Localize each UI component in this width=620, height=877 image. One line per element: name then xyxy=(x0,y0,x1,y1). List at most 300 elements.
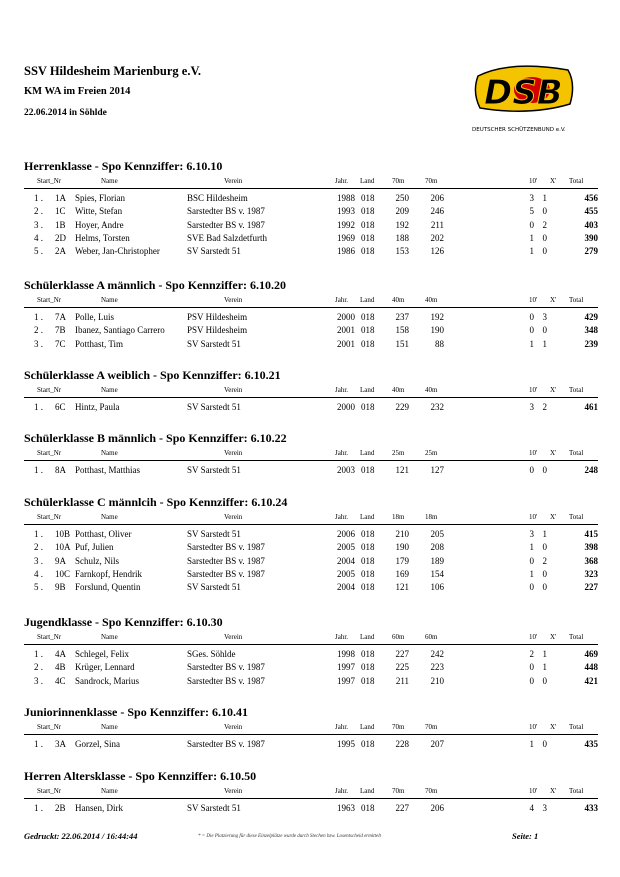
column-header-verein: Verein xyxy=(224,386,243,394)
column-header-d1: 70m xyxy=(392,787,405,795)
cell-land: 018 xyxy=(361,219,375,230)
cell-start: 10C xyxy=(55,568,71,579)
column-header-d1: 18m xyxy=(392,513,405,521)
cell-land: 018 xyxy=(361,555,375,566)
cell-d2: 206 xyxy=(430,193,444,203)
cell-tens: 0 xyxy=(529,325,534,336)
cell-land: 018 xyxy=(361,246,375,257)
cell-start: 1C xyxy=(55,206,66,217)
cell-place: 4 . xyxy=(34,568,43,579)
column-header-d2: 60m xyxy=(425,633,438,641)
cell-tens: 0 xyxy=(529,555,534,566)
section-title: Schülerklasse A männlich - Spo Kennziffer: 6.10.20 xyxy=(24,278,287,292)
column-header-verein: Verein xyxy=(224,296,243,304)
cell-jahr: 1997 xyxy=(337,662,355,673)
cell-start: 4B xyxy=(55,662,66,673)
column-header-land: Land xyxy=(360,633,375,641)
cell-place: 2 . xyxy=(34,542,43,553)
cell-jahr: 1998 xyxy=(337,649,355,659)
results-rows xyxy=(24,802,598,815)
column-header-verein: Verein xyxy=(224,723,243,731)
column-header-row xyxy=(24,385,598,398)
column-header-verein: Verein xyxy=(224,787,243,795)
cell-name: Gorzel, Sina xyxy=(75,739,120,749)
cell-d1: 225 xyxy=(395,662,409,673)
cell-jahr: 1988 xyxy=(337,193,355,203)
column-header-jahr: Jahr. xyxy=(335,787,349,795)
cell-d2: 127 xyxy=(430,465,444,475)
dsb-logo xyxy=(470,62,580,134)
column-header-land: Land xyxy=(360,177,375,185)
column-header-x: X' xyxy=(550,513,557,521)
table-row xyxy=(24,219,598,232)
cell-d1: 250 xyxy=(395,193,409,203)
column-header-start: Start_Nr xyxy=(37,513,62,521)
column-header-d2: 25m xyxy=(425,449,438,457)
column-header-d2: 70m xyxy=(425,723,438,731)
column-header-tens: 10' xyxy=(529,723,538,731)
cell-d2: 246 xyxy=(430,206,444,217)
cell-land: 018 xyxy=(361,465,375,475)
cell-x: 0 xyxy=(542,582,547,593)
cell-d2: 126 xyxy=(430,246,444,257)
cell-start: 1A xyxy=(55,193,66,203)
cell-x: 0 xyxy=(542,232,547,243)
cell-x: 2 xyxy=(542,219,547,230)
cell-x: 1 xyxy=(542,649,547,659)
column-header-verein: Verein xyxy=(224,449,243,457)
cell-total: 415 xyxy=(584,529,598,539)
cell-jahr: 1993 xyxy=(337,206,355,217)
section-title: Schülerklasse A weiblich - Spo Kennziffer: 6.10.21 xyxy=(24,368,281,382)
column-header-x: X' xyxy=(550,787,557,795)
table-row xyxy=(24,541,598,554)
column-header-d2: 70m xyxy=(425,787,438,795)
table-row xyxy=(24,324,598,337)
cell-start: 10B xyxy=(55,529,71,539)
column-header-start: Start_Nr xyxy=(37,296,62,304)
cell-land: 018 xyxy=(361,662,375,673)
table-row xyxy=(24,338,598,351)
table-row xyxy=(24,311,598,324)
cell-d1: 210 xyxy=(395,529,409,539)
cell-place: 4 . xyxy=(34,232,43,243)
cell-d1: 227 xyxy=(395,803,409,813)
cell-start: 3A xyxy=(55,739,66,749)
cell-verein: PSV Hildesheim xyxy=(187,325,248,336)
cell-total: 348 xyxy=(584,325,598,336)
cell-place: 3 . xyxy=(34,675,43,686)
cell-jahr: 1995 xyxy=(337,739,355,749)
cell-land: 018 xyxy=(361,568,375,579)
cell-name: Forslund, Quentin xyxy=(75,582,141,593)
cell-tens: 1 xyxy=(529,232,534,243)
cell-jahr: 2000 xyxy=(337,402,355,412)
column-header-total: Total xyxy=(569,633,584,641)
column-header-tens: 10' xyxy=(529,386,538,394)
cell-place: 1 . xyxy=(34,312,43,322)
cell-d2: 232 xyxy=(430,402,444,412)
column-header-d2: 40m xyxy=(425,296,438,304)
cell-name: Potthast, Tim xyxy=(75,338,124,349)
table-row xyxy=(24,675,598,688)
column-header-jahr: Jahr. xyxy=(335,723,349,731)
cell-d1: 151 xyxy=(395,338,409,349)
cell-place: 1 . xyxy=(34,739,43,749)
cell-name: Schulz, Nils xyxy=(75,555,119,566)
cell-x: 2 xyxy=(542,555,547,566)
cell-x: 1 xyxy=(542,662,547,673)
cell-place: 1 . xyxy=(34,529,43,539)
table-row xyxy=(24,661,598,674)
cell-d1: 121 xyxy=(395,465,409,475)
cell-total: 403 xyxy=(584,219,598,230)
column-header-jahr: Jahr. xyxy=(335,513,349,521)
cell-tens: 4 xyxy=(529,803,534,813)
cell-d2: 205 xyxy=(430,529,444,539)
event-title: KM WA im Freien 2014 xyxy=(24,86,131,97)
cell-tens: 0 xyxy=(529,662,534,673)
cell-x: 0 xyxy=(542,568,547,579)
cell-total: 368 xyxy=(584,555,598,566)
column-header-d1: 70m xyxy=(392,177,405,185)
cell-start: 8A xyxy=(55,465,66,475)
cell-start: 2B xyxy=(55,803,66,813)
column-header-x: X' xyxy=(550,386,557,394)
column-header-name: Name xyxy=(101,633,118,641)
cell-total: 433 xyxy=(584,803,598,813)
cell-d1: 229 xyxy=(395,402,409,412)
date-place: 22.06.2014 in Söhlde xyxy=(24,108,107,118)
dsb-logo-graphic xyxy=(470,62,580,134)
cell-d1: 188 xyxy=(395,232,409,243)
cell-total: 455 xyxy=(584,206,598,217)
cell-total: 421 xyxy=(584,675,598,686)
cell-name: Hoyer, Andre xyxy=(75,219,124,230)
results-section xyxy=(24,768,598,815)
column-header-land: Land xyxy=(360,386,375,394)
column-header-verein: Verein xyxy=(224,633,243,641)
column-header-name: Name xyxy=(101,386,118,394)
column-header-x: X' xyxy=(550,723,557,731)
cell-total: 429 xyxy=(584,312,598,322)
column-header-land: Land xyxy=(360,296,375,304)
table-row xyxy=(24,528,598,541)
column-header-jahr: Jahr. xyxy=(335,449,349,457)
column-header-total: Total xyxy=(569,723,584,731)
column-header-start: Start_Nr xyxy=(37,386,62,394)
column-header-land: Land xyxy=(360,513,375,521)
cell-land: 018 xyxy=(361,582,375,593)
cell-x: 0 xyxy=(542,542,547,553)
cell-d2: 202 xyxy=(430,232,444,243)
table-row xyxy=(24,464,598,477)
cell-name: Witte, Stefan xyxy=(75,206,123,217)
cell-name: Potthast, Matthias xyxy=(75,465,140,475)
column-header-name: Name xyxy=(101,787,118,795)
cell-tens: 0 xyxy=(529,219,534,230)
cell-jahr: 2004 xyxy=(337,555,355,566)
column-header-verein: Verein xyxy=(224,513,243,521)
cell-verein: Sarstedter BS v. 1987 xyxy=(187,675,265,686)
cell-x: 1 xyxy=(542,193,547,203)
column-header-tens: 10' xyxy=(529,513,538,521)
results-section xyxy=(24,494,598,594)
column-header-name: Name xyxy=(101,296,118,304)
cell-verein: SV Sarstedt 51 xyxy=(187,803,241,813)
cell-total: 435 xyxy=(584,739,598,749)
cell-tens: 1 xyxy=(529,739,534,749)
cell-name: Polle, Luis xyxy=(75,312,115,322)
column-header-name: Name xyxy=(101,723,118,731)
cell-tens: 0 xyxy=(529,582,534,593)
cell-x: 3 xyxy=(542,803,547,813)
cell-d2: 223 xyxy=(430,662,444,673)
cell-name: Helms, Torsten xyxy=(75,232,130,243)
section-title: Jugendklasse - Spo Kennziffer: 6.10.30 xyxy=(24,615,223,629)
cell-start: 10A xyxy=(55,542,71,553)
results-section xyxy=(24,614,598,688)
column-header-row xyxy=(24,176,598,189)
column-header-x: X' xyxy=(550,633,557,641)
cell-total: 469 xyxy=(584,649,598,659)
column-header-jahr: Jahr. xyxy=(335,386,349,394)
cell-verein: Sarstedter BS v. 1987 xyxy=(187,739,265,749)
column-header-tens: 10' xyxy=(529,296,538,304)
cell-d2: 106 xyxy=(430,582,444,593)
cell-tens: 1 xyxy=(529,246,534,257)
column-header-tens: 10' xyxy=(529,449,538,457)
cell-verein: Sarstedter BS v. 1987 xyxy=(187,555,265,566)
cell-verein: Sarstedter BS v. 1987 xyxy=(187,662,265,673)
cell-verein: SV Sarstedt 51 xyxy=(187,582,241,593)
column-header-total: Total xyxy=(569,296,584,304)
cell-land: 018 xyxy=(361,312,375,322)
cell-jahr: 1992 xyxy=(337,219,355,230)
cell-land: 018 xyxy=(361,206,375,217)
cell-tens: 1 xyxy=(529,568,534,579)
table-row xyxy=(24,192,598,205)
results-rows xyxy=(24,311,598,351)
column-header-d2: 70m xyxy=(425,177,438,185)
column-header-x: X' xyxy=(550,177,557,185)
cell-name: Puf, Julien xyxy=(75,542,114,553)
cell-place: 5 . xyxy=(34,246,43,257)
column-header-x: X' xyxy=(550,449,557,457)
cell-land: 018 xyxy=(361,193,375,203)
column-header-total: Total xyxy=(569,513,584,521)
logo-subtitle: DEUTSCHER SCHÜTZENBUND e.V. xyxy=(472,127,566,133)
cell-verein: SV Sarstedt 51 xyxy=(187,465,241,475)
cell-x: 0 xyxy=(542,206,547,217)
cell-jahr: 2000 xyxy=(337,312,355,322)
column-header-d1: 40m xyxy=(392,386,405,394)
column-header-name: Name xyxy=(101,449,118,457)
cell-place: 1 . xyxy=(34,803,43,813)
cell-d1: 211 xyxy=(395,675,409,686)
section-title: Schülerklasse C männlcih - Spo Kennziffer: 6.10.24 xyxy=(24,495,288,509)
cell-land: 018 xyxy=(361,529,375,539)
cell-place: 3 . xyxy=(34,555,43,566)
cell-d1: 158 xyxy=(395,325,409,336)
cell-start: 9A xyxy=(55,555,66,566)
cell-tens: 3 xyxy=(529,402,534,412)
cell-verein: SV Sarstedt 51 xyxy=(187,529,241,539)
column-header-total: Total xyxy=(569,177,584,185)
cell-jahr: 1997 xyxy=(337,675,355,686)
cell-total: 456 xyxy=(584,193,598,203)
table-row xyxy=(24,738,598,751)
cell-name: Weber, Jan-Christopher xyxy=(75,246,160,257)
results-section xyxy=(24,158,598,258)
cell-jahr: 2001 xyxy=(337,325,355,336)
cell-tens: 5 xyxy=(529,206,534,217)
column-header-land: Land xyxy=(360,449,375,457)
cell-start: 7C xyxy=(55,338,66,349)
cell-place: 1 . xyxy=(34,649,43,659)
cell-tens: 3 xyxy=(529,193,534,203)
table-row xyxy=(24,555,598,568)
cell-place: 2 . xyxy=(34,206,43,217)
table-row xyxy=(24,802,598,815)
cell-name: Ibanez, Santiago Carrero xyxy=(75,325,165,336)
column-header-d2: 18m xyxy=(425,513,438,521)
results-rows xyxy=(24,192,598,258)
column-header-name: Name xyxy=(101,177,118,185)
cell-tens: 1 xyxy=(529,542,534,553)
column-header-start: Start_Nr xyxy=(37,633,62,641)
table-row xyxy=(24,568,598,581)
cell-place: 1 . xyxy=(34,465,43,475)
cell-name: Potthast, Oliver xyxy=(75,529,132,539)
table-row xyxy=(24,245,598,258)
cell-jahr: 2006 xyxy=(337,529,355,539)
cell-d1: 237 xyxy=(395,312,409,322)
cell-name: Krüger, Lennard xyxy=(75,662,135,673)
table-row xyxy=(24,581,598,594)
cell-x: 0 xyxy=(542,465,547,475)
cell-total: 239 xyxy=(584,338,598,349)
cell-tens: 0 xyxy=(529,675,534,686)
cell-name: Sandrock, Marius xyxy=(75,675,139,686)
table-row xyxy=(24,205,598,218)
cell-d1: 228 xyxy=(395,739,409,749)
results-rows xyxy=(24,401,598,414)
logo-letters: DSB xyxy=(484,73,563,113)
cell-d2: 210 xyxy=(430,675,444,686)
cell-jahr: 2004 xyxy=(337,582,355,593)
cell-total: 398 xyxy=(584,542,598,553)
column-header-jahr: Jahr. xyxy=(335,633,349,641)
footer-note: * = Die Platzierung für diese Einzelplätze wurde durch Stechen bzw. Losentscheid ermittelt xyxy=(198,834,382,839)
column-header-row xyxy=(24,295,598,308)
cell-tens: 0 xyxy=(529,312,534,322)
cell-place: 3 . xyxy=(34,338,43,349)
cell-verein: SVE Bad Salzdetfurth xyxy=(187,232,267,243)
column-header-land: Land xyxy=(360,787,375,795)
cell-verein: SV Sarstedt 51 xyxy=(187,402,241,412)
cell-start: 7B xyxy=(55,325,66,336)
results-rows xyxy=(24,738,598,751)
cell-land: 018 xyxy=(361,542,375,553)
cell-d2: 88 xyxy=(435,338,444,349)
column-header-row xyxy=(24,448,598,461)
cell-x: 0 xyxy=(542,739,547,749)
column-header-total: Total xyxy=(569,787,584,795)
section-title: Schülerklasse B männlich - Spo Kennziffer: 6.10.22 xyxy=(24,431,287,445)
column-header-x: X' xyxy=(550,296,557,304)
cell-land: 018 xyxy=(361,803,375,813)
cell-d2: 208 xyxy=(430,542,444,553)
cell-land: 018 xyxy=(361,325,375,336)
club-name: SSV Hildesheim Marienburg e.V. xyxy=(24,64,201,78)
cell-start: 1B xyxy=(55,219,66,230)
cell-d2: 192 xyxy=(430,312,444,322)
results-section xyxy=(24,277,598,351)
column-header-verein: Verein xyxy=(224,177,243,185)
cell-d1: 179 xyxy=(395,555,409,566)
cell-place: 5 . xyxy=(34,582,43,593)
column-header-total: Total xyxy=(569,449,584,457)
cell-total: 448 xyxy=(584,662,598,673)
column-header-jahr: Jahr. xyxy=(335,296,349,304)
column-header-start: Start_Nr xyxy=(37,723,62,731)
cell-tens: 0 xyxy=(529,465,534,475)
column-header-tens: 10' xyxy=(529,177,538,185)
cell-place: 1 . xyxy=(34,402,43,412)
table-row xyxy=(24,232,598,245)
cell-total: 323 xyxy=(584,568,598,579)
cell-d2: 242 xyxy=(430,649,444,659)
cell-tens: 3 xyxy=(529,529,534,539)
column-header-row xyxy=(24,512,598,525)
cell-d2: 206 xyxy=(430,803,444,813)
cell-verein: Sarstedter BS v. 1987 xyxy=(187,542,265,553)
cell-d2: 154 xyxy=(430,568,444,579)
column-header-row xyxy=(24,632,598,645)
cell-tens: 1 xyxy=(529,338,534,349)
column-header-land: Land xyxy=(360,723,375,731)
cell-jahr: 1986 xyxy=(337,246,355,257)
cell-place: 1 . xyxy=(34,193,43,203)
cell-d1: 153 xyxy=(395,246,409,257)
cell-x: 2 xyxy=(542,402,547,412)
cell-jahr: 2005 xyxy=(337,568,355,579)
cell-land: 018 xyxy=(361,232,375,243)
results-rows xyxy=(24,464,598,477)
cell-jahr: 1963 xyxy=(337,803,355,813)
column-header-d1: 70m xyxy=(392,723,405,731)
cell-total: 390 xyxy=(584,232,598,243)
cell-start: 4A xyxy=(55,649,66,659)
cell-name: Farnkopf, Hendrik xyxy=(75,568,142,579)
cell-place: 3 . xyxy=(34,219,43,230)
cell-x: 0 xyxy=(542,325,547,336)
cell-land: 018 xyxy=(361,402,375,412)
cell-verein: Sarstedter BS v. 1987 xyxy=(187,219,265,230)
cell-land: 018 xyxy=(361,338,375,349)
cell-total: 279 xyxy=(584,246,598,257)
cell-place: 2 . xyxy=(34,662,43,673)
cell-verein: BSC Hildesheim xyxy=(187,193,248,203)
cell-jahr: 2005 xyxy=(337,542,355,553)
cell-x: 3 xyxy=(542,312,547,322)
column-header-d1: 60m xyxy=(392,633,405,641)
section-title: Herrenklasse - Spo Kennziffer: 6.10.10 xyxy=(24,159,223,173)
results-rows xyxy=(24,648,598,688)
cell-start: 9B xyxy=(55,582,66,593)
cell-d2: 190 xyxy=(430,325,444,336)
